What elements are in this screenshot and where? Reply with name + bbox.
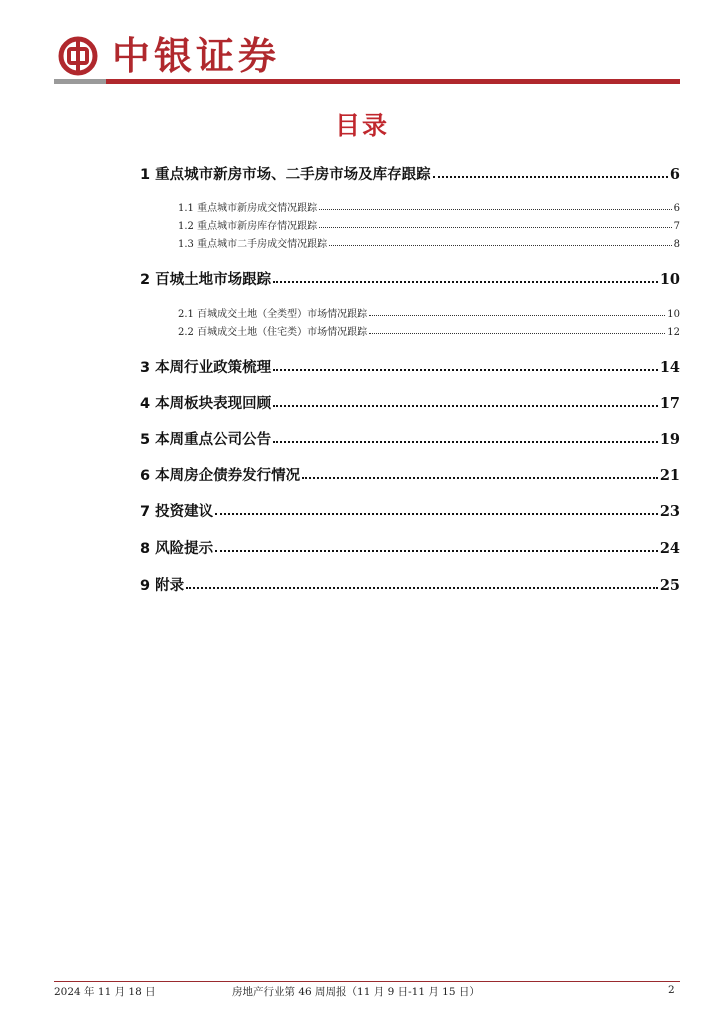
toc-leader-dots: [186, 576, 658, 591]
header-rule-gray: [54, 79, 106, 84]
toc-leader-dots: [433, 165, 668, 180]
toc-entry-label: 8 风险提示: [140, 541, 214, 557]
toc-entry-label: 2 百城土地市场跟踪: [140, 272, 272, 288]
toc-entry-6[interactable]: [140, 464, 680, 485]
toc-entry-1-3[interactable]: [178, 235, 680, 250]
toc-entry-label: 1.3 重点城市二手房成交情况跟踪: [178, 239, 328, 250]
toc-entry-2-2[interactable]: [178, 323, 680, 338]
toc-entry-2-1[interactable]: [178, 305, 680, 320]
toc-entry-page: 12: [667, 327, 680, 338]
toc-entry-label: 3 本周行业政策梳理: [140, 360, 272, 376]
page-title: 目录: [334, 111, 389, 140]
toc-entry-page: 8: [673, 239, 680, 250]
toc-leader-dots: [369, 325, 665, 335]
toc-entry-label: 9 附录: [140, 578, 185, 594]
toc-entry-page: 7: [673, 221, 680, 232]
toc-entry-4[interactable]: [140, 392, 680, 413]
toc-entry-page: 6: [673, 203, 680, 214]
toc-entry-label: 2.1 百城成交土地（全类型）市场情况跟踪: [178, 309, 368, 320]
toc-entry-page: 21: [659, 467, 680, 484]
footer-page-number: 2: [668, 984, 675, 996]
bank-of-china-logo-icon: [58, 36, 98, 76]
footer-rule: [54, 981, 680, 982]
toc-entry-1[interactable]: [140, 163, 680, 184]
toc-leader-dots: [215, 502, 658, 517]
toc-entry-label: 4 本周板块表现回顾: [140, 396, 272, 412]
toc-entry-1-2[interactable]: [178, 217, 680, 232]
toc-entry-label: 1.2 重点城市新房库存情况跟踪: [178, 221, 318, 232]
toc-entry-page: 14: [659, 359, 680, 376]
toc-entry-label: 5 本周重点公司公告: [140, 432, 272, 448]
toc-leader-dots: [369, 307, 665, 317]
toc-entry-9[interactable]: [140, 574, 680, 595]
toc-entry-3[interactable]: [140, 356, 680, 377]
footer-date: 2024 年 11 月 18 日: [54, 986, 156, 998]
toc-entry-page: 24: [659, 540, 680, 557]
header-rule-red: [106, 79, 680, 84]
toc-entry-label: 7 投资建议: [140, 504, 214, 520]
toc-leader-dots: [273, 270, 658, 285]
toc-entry-label: 1.1 重点城市新房成交情况跟踪: [178, 203, 318, 214]
toc-leader-dots: [273, 358, 658, 373]
toc-entry-8[interactable]: [140, 537, 680, 558]
toc-entry-page: 23: [659, 503, 680, 520]
toc-entry-label: 2.2 百城成交土地（住宅类）市场情况跟踪: [178, 327, 368, 338]
toc-entry-1-1[interactable]: [178, 199, 680, 214]
footer-report-title: 房地产行业第 46 周周报（11 月 9 日-11 月 15 日）: [232, 986, 480, 998]
toc-leader-dots: [215, 539, 658, 554]
toc-entry-page: 25: [659, 577, 680, 594]
toc-entry-page: 6: [669, 166, 680, 183]
toc-entry-label: 6 本周房企债券发行情况: [140, 468, 301, 484]
toc-entry-2[interactable]: [140, 268, 680, 289]
toc-entry-5[interactable]: [140, 428, 680, 449]
toc-leader-dots: [319, 201, 672, 211]
toc-leader-dots: [273, 394, 658, 409]
toc-leader-dots: [273, 430, 658, 445]
toc-leader-dots: [329, 237, 672, 247]
toc-leader-dots: [319, 219, 672, 229]
toc-leader-dots: [302, 466, 658, 481]
toc-entry-page: 10: [659, 271, 680, 288]
toc-entry-label: 1 重点城市新房市场、二手房市场及库存跟踪: [140, 167, 431, 183]
toc-entry-7[interactable]: [140, 500, 680, 521]
toc-entry-page: 19: [659, 431, 680, 448]
toc-entry-page: 10: [667, 309, 680, 320]
brand-name: 中银证券: [112, 34, 281, 78]
toc-entry-page: 17: [659, 395, 680, 412]
page-header: [54, 30, 674, 80]
